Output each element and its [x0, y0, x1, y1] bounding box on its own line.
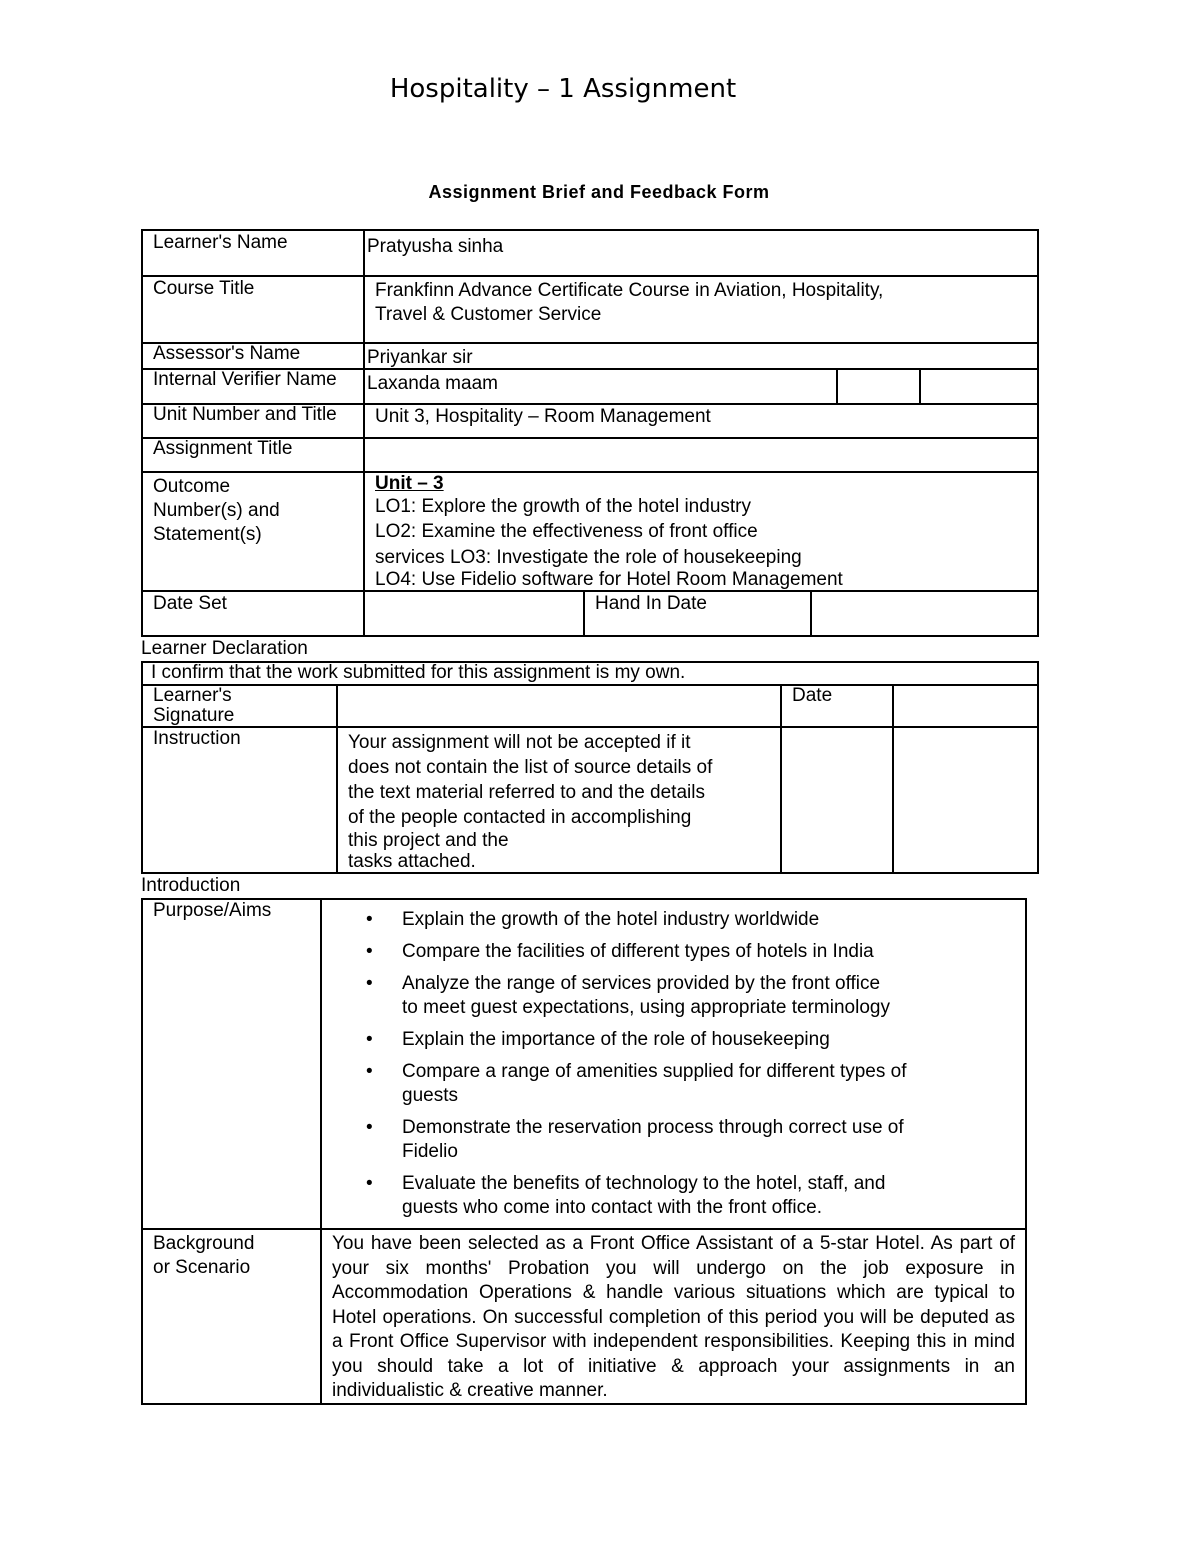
aim-line: • Demonstrate the reservation process through correct use of [402, 1117, 904, 1138]
date-field[interactable] [892, 684, 1039, 728]
date-set-value[interactable] [363, 590, 585, 637]
background-label-line: or Scenario [153, 1257, 251, 1278]
purpose-label: Purpose/Aims [141, 898, 322, 1230]
instruction-line: Your assignment will not be accepted if it [348, 732, 691, 753]
learner-name-label: Learner's Name [141, 229, 365, 277]
outcome-label-line: Number(s) and [153, 500, 280, 521]
aim-line: guests [402, 1085, 458, 1106]
outcome-label [141, 471, 365, 592]
date-label: Date [780, 684, 894, 728]
declaration-confirm: I confirm that the work submitted for this assignment is my own. [141, 661, 1039, 686]
outcome-heading: Unit – 3 [375, 473, 444, 494]
background-label [141, 1228, 322, 1405]
outcome-item: LO2: Examine the effectiveness of front office [375, 521, 758, 542]
instruction-line: the text material referred to and the details [348, 782, 705, 803]
instruction-label: Instruction [141, 726, 338, 874]
instruction-extra-cell [780, 726, 894, 874]
aim-line: • Analyze the range of services provided by the front office [402, 973, 881, 994]
signature-label [141, 684, 338, 728]
instruction-line: of the people contacted in accomplishing [348, 807, 692, 828]
aim-item [322, 1060, 1025, 1108]
instruction-line: does not contain the list of source details of [348, 757, 713, 778]
introduction-heading: Introduction [141, 875, 241, 896]
course-title-label: Course Title [141, 275, 365, 344]
aim-line: Fidelio [402, 1141, 458, 1162]
assignment-title-label: Assignment Title [141, 437, 365, 473]
unit-value: Unit 3, Hospitality – Room Management [363, 403, 1039, 439]
aim-item [322, 1116, 1025, 1164]
aim-item [322, 1028, 1025, 1052]
form-subtitle: Assignment Brief and Feedback Form [428, 182, 770, 202]
assessor-label: Assessor's Name [141, 342, 365, 370]
aim-item [322, 1172, 1025, 1220]
verifier-extra-cell [836, 368, 921, 405]
aim-line: • Explain the growth of the hotel industry worldwide [402, 909, 820, 930]
verifier-value: Laxanda maam [363, 368, 838, 405]
course-title-line: Travel & Customer Service [375, 304, 602, 325]
aim-line: • Evaluate the benefits of technology to the hotel, staff, and [402, 1173, 886, 1194]
outcome-item: services LO3: Investigate the role of housekeeping [375, 547, 802, 568]
outcome-item: LO1: Explore the growth of the hotel industry [375, 496, 751, 517]
aim-line: • Compare the facilities of different types of hotels in India [402, 941, 874, 962]
instruction-line: tasks attached. [348, 851, 476, 872]
assessor-value: Priyankar sir [363, 342, 1039, 370]
course-title-value [363, 275, 1039, 344]
aim-line: • Compare a range of amenities supplied for different types of [402, 1061, 907, 1082]
signature-label-line: Learner's [153, 685, 232, 706]
outcome-label-line: Statement(s) [153, 524, 262, 545]
instruction-line: this project and the [348, 830, 509, 851]
verifier-label: Internal Verifier Name [141, 368, 365, 405]
aim-line: guests who come into contact with the front office. [402, 1197, 822, 1218]
assignment-title-value[interactable] [363, 437, 1039, 473]
learner-name-value: Pratyusha sinha [363, 229, 1039, 277]
aim-item [322, 908, 1025, 932]
outcome-label-line: Outcome [153, 476, 231, 497]
aim-line: to meet guest expectations, using appropriate terminology [402, 997, 890, 1018]
signature-field[interactable] [336, 684, 782, 728]
aim-item [322, 940, 1025, 964]
declaration-heading: Learner Declaration [141, 638, 308, 659]
aim-item [322, 972, 1025, 1020]
date-set-label: Date Set [141, 590, 365, 637]
purpose-aims [320, 898, 1027, 1230]
hand-in-value[interactable] [810, 590, 1039, 637]
hand-in-label: Hand In Date [583, 590, 812, 637]
verifier-extra-cell [919, 368, 1039, 405]
aims-list [322, 908, 1025, 1220]
background-label-line: Background [153, 1233, 255, 1254]
course-title-line: Frankfinn Advance Certificate Course in Aviation, Hospitality, [375, 280, 884, 301]
document-title: Hospitality – 1 Assignment [389, 74, 737, 104]
signature-label-line: Signature [153, 705, 235, 726]
instruction-text [336, 726, 782, 874]
instruction-extra-cell [892, 726, 1039, 874]
aim-line: • Explain the importance of the role of housekeeping [402, 1029, 830, 1050]
unit-label: Unit Number and Title [141, 403, 365, 439]
background-text: You have been selected as a Front Office Assistant of a 5-star Hotel. As part of your six months' Probation you will undergo on the job exposure in Accommodation Operations & handle various situations which are typical to Hotel operations. On successful completion of this period you will be deputed as a Front Office Supervisor with independent responsibilities. Keeping this in mind you should take a lot of initiative & approach your assignments in an individualistic & creative manner. [320, 1228, 1027, 1405]
outcome-item: LO4: Use Fidelio software for Hotel Room Management [375, 569, 843, 590]
outcome-statements [363, 471, 1039, 592]
